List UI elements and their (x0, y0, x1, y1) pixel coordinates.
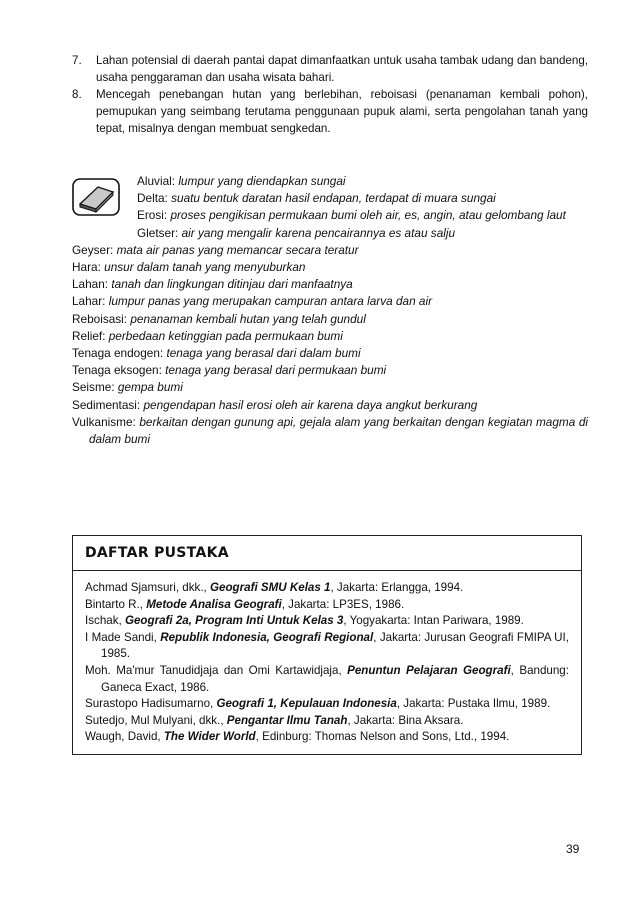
glossary-term: Seisme: (72, 380, 115, 395)
reference-author: Ischak, (85, 614, 125, 628)
list-item (72, 52, 588, 86)
glossary-definition: lumpur yang diendapkan sungai (178, 174, 346, 188)
reference-title: Metode Analisa Geografi (146, 597, 282, 611)
glossary-term: Erosi: (137, 208, 168, 223)
glossary-term: Geyser: (72, 242, 114, 257)
glossary-entry (72, 379, 588, 396)
glossary-definition: proses pengikisan permukaan bumi oleh air, es, angin, atau gelombang laut (170, 208, 566, 223)
bibliography-box (72, 535, 582, 755)
list-item (72, 86, 588, 137)
reference-author: Moh. Ma'mur Tanudidjaja dan Omi Kartawidjaja, (85, 663, 348, 677)
glossary-entry (72, 259, 588, 276)
glossary-term: Reboisasi: (72, 311, 128, 326)
reference-author: Waugh, David, (85, 730, 164, 744)
glossary-definition: tenaga yang berasal dari dalam bumi (166, 346, 361, 361)
glossary-definition: tenaga yang berasal dari permukaan bumi (165, 363, 387, 378)
glossary-definition: suatu bentuk daratan hasil endapan, terdapat di muara sungai (171, 191, 496, 206)
glossary-definition: penanaman kembali hutan yang telah gundul (130, 311, 366, 326)
glossary-term: Lahar: (72, 294, 106, 309)
reference-entry (85, 729, 569, 746)
reference-author: Bintarto R., (85, 597, 147, 611)
glossary-entry (72, 207, 588, 224)
reference-title: Pengantar Ilmu Tanah (226, 713, 348, 727)
glossary-definition: mata air panas yang memancar secara teratur (116, 242, 359, 257)
glossary-term: Gletser: (137, 225, 179, 240)
glossary-term: Relief: (72, 328, 106, 343)
reference-entry (85, 696, 569, 713)
glossary-definition: perbedaan ketinggian pada permukaan bumi (108, 328, 343, 343)
reference-publisher: , Jakarta: Erlangga, 1994. (330, 581, 464, 594)
glossary-definition: berkaitan dengan gunung api, gejala alam yang berkaitan dengan kegiatan magma di dalam bumi (89, 414, 589, 447)
reference-author: I Made Sandi, (85, 630, 161, 644)
glossary-term: Hara: (72, 260, 101, 275)
glossary-entry (72, 225, 588, 242)
reference-entry (85, 580, 569, 597)
reference-publisher: , Jakarta: Pustaka Ilmu, 1989. (396, 697, 551, 711)
glossary-entry (72, 276, 588, 293)
list-item-text: Mencegah penebangan hutan yang berlebihan, reboisasi (penanaman kembali pohon), pemupukan yang seimbang terutama penggunaan pupuk alami, serta pengolahan tanah yang tepat, misalnya dengan membuat sengkedan. (96, 88, 588, 135)
glossary-definition: air yang mengalir karena pencairannya es atau salju (181, 225, 456, 240)
reference-entry (85, 713, 569, 730)
list-item-number: 7. (72, 54, 82, 67)
reference-entry (85, 663, 569, 696)
glossary-term: Tenaga eksogen: (72, 363, 162, 378)
glossary-entry (72, 173, 588, 190)
glossary-term: Aluvial: (137, 174, 176, 188)
glossary-entry (72, 345, 588, 362)
glossary (72, 173, 588, 448)
glossary-term: Vulkanisme: (72, 414, 136, 429)
glossary-term: Delta: (137, 191, 168, 206)
reference-title: Penuntun Pelajaran Geografi (347, 663, 511, 677)
reference-publisher: , Jakarta: Jurusan Geografi FMIPA UI, 1985. (101, 630, 569, 661)
reference-publisher: , Bandung: Ganeca Exact, 1986. (101, 663, 569, 694)
reference-publisher: , Edinburg: Thomas Nelson and Sons, Ltd., 1994. (255, 730, 510, 744)
reference-entry (85, 597, 569, 614)
glossary-definition: pengendapan hasil erosi oleh air karena daya angkut berkurang (143, 397, 478, 412)
reference-publisher: , Yogyakarta: Intan Pariwara, 1989. (343, 614, 524, 628)
bibliography-list (73, 571, 581, 754)
numbered-list (72, 52, 588, 137)
glossary-definition: gempa bumi (117, 380, 183, 395)
list-item-number: 8. (72, 88, 82, 101)
reference-title: Geografi SMU Kelas 1 (210, 581, 331, 594)
list-item-text: Lahan potensial di daerah pantai dapat dimanfaatkan untuk usaha tambak udang dan bandeng, usaha penggaraman dan usaha wisata bahari. (96, 54, 588, 84)
glossary-entry (72, 293, 588, 310)
reference-author: Sutedjo, Mul Mulyani, dkk., (85, 713, 227, 727)
glossary-entry (72, 362, 588, 379)
reference-author: Achmad Sjamsuri, dkk., (85, 581, 210, 594)
reference-title: Geografi 2a, Program Inti Untuk Kelas 3 (124, 614, 344, 628)
glossary-entry (72, 414, 588, 448)
reference-author: Surastopo Hadisumarno, (85, 697, 217, 711)
page-number: 39 (566, 842, 580, 856)
glossary-definition: lumpur panas yang merupakan campuran antara larva dan air (108, 294, 433, 309)
glossary-term: Sedimentasi: (72, 397, 141, 412)
reference-publisher: , Jakarta: LP3ES, 1986. (281, 597, 405, 611)
reference-title: Republik Indonesia, Geografi Regional (160, 630, 374, 644)
glossary-entry (72, 190, 588, 207)
reference-entry (85, 613, 569, 630)
reference-title: Geografi 1, Kepulauan Indonesia (216, 697, 397, 711)
reference-title: The Wider World (163, 730, 256, 744)
glossary-term: Lahan: (72, 277, 109, 292)
reference-publisher: , Jakarta: Bina Aksara. (347, 713, 464, 727)
glossary-definition: unsur dalam tanah yang menyuburkan (104, 260, 306, 275)
glossary-entry (72, 311, 588, 328)
glossary-definition: tanah dan lingkungan ditinjau dari manfaatnya (111, 277, 353, 292)
reference-entry (85, 630, 569, 663)
glossary-term: Tenaga endogen: (72, 346, 164, 361)
glossary-entry (72, 242, 588, 259)
glossary-entry (72, 397, 588, 414)
glossary-entry (72, 328, 588, 345)
bibliography-header (73, 536, 581, 571)
bibliography-title: DAFTAR PUSTAKA (85, 545, 229, 561)
